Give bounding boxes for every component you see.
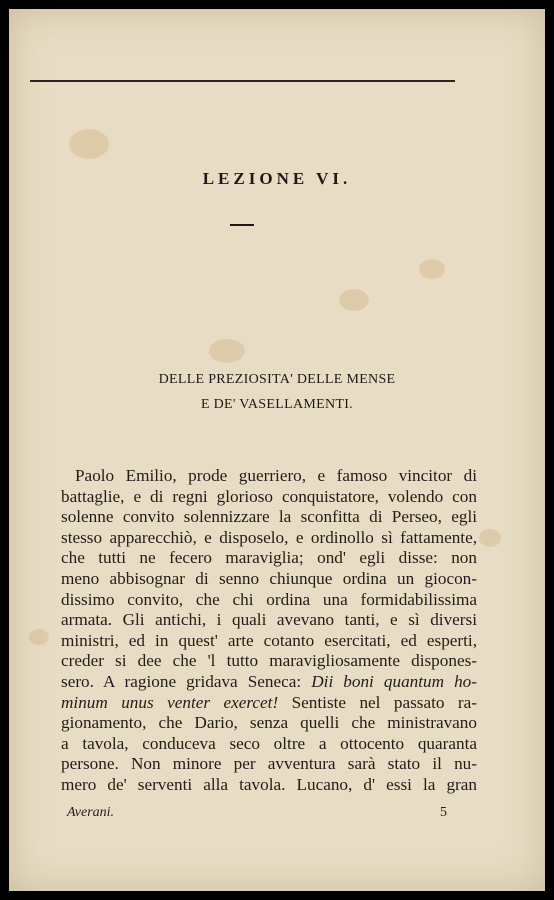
subtitle-line-2: E DE' VASELLAMENTI. [201, 397, 353, 412]
page-footer [61, 805, 477, 823]
text-line: solenne convito solennizzare la sconfitta di Perseo, egli [61, 507, 477, 527]
heading-dash [230, 224, 254, 226]
text-line: meno abbisognar di senno chiunque ordina un giocon- [61, 568, 477, 588]
text-line: battaglie, e di regni glorioso conquistatore, volendo con [61, 486, 477, 506]
top-rule [30, 80, 455, 82]
page-number: 5 [440, 805, 447, 820]
latin-quote: minum unus venter exercet! [61, 692, 279, 712]
text-segment: sero. A ragione gridava Seneca: [61, 671, 312, 691]
foxing-spot [69, 129, 109, 159]
text-line: gionamento, che Dario, senza quelli che ministravano [61, 713, 477, 733]
printer-signature: Averani. [67, 805, 115, 820]
foxing-spot [29, 629, 49, 645]
text-line: persone. Non minore per avventura sarà stato il nu- [61, 754, 477, 774]
text-line: Paolo Emilio, prode guerriero, e famoso vincitor di [75, 466, 477, 485]
lesson-heading: LEZIONE VI. [202, 169, 352, 188]
latin-quote: Dii boni quantum ho- [311, 671, 478, 691]
foxing-spot [419, 259, 445, 279]
text-line: a tavola, conduceva seco oltre a ottocento quaranta [61, 733, 477, 753]
text-line: ministri, ed in quest' arte cotanto esercitati, ed esperti, [61, 630, 477, 650]
text-line: che tutti ne fecero maraviglia; ond' egli disse: non [61, 548, 477, 568]
body-text [61, 466, 477, 796]
subtitle-line-1: DELLE PREZIOSITA' DELLE MENSE [158, 372, 396, 387]
text-line: creder si dee che 'l tutto maravigliosamente dispones- [61, 651, 477, 671]
text-line: mero de' serventi alla tavola. Lucano, d' essi la gran [61, 774, 477, 794]
foxing-spot [479, 529, 501, 547]
text-line: dissimo convito, che chi ordina una formidabilissima [61, 589, 477, 609]
text-line: stesso apparecchiò, e disposelo, e ordinollo sì fattamente, [61, 527, 477, 547]
foxing-spot [339, 289, 369, 311]
foxing-spot [209, 339, 245, 363]
text-segment: Sentiste nel passato ra- [278, 692, 477, 712]
text-line-with-quote [61, 672, 477, 693]
text-line-with-quote [61, 693, 477, 714]
text-line: armata. Gli antichi, i quali avevano tanti, e sì diversi [61, 610, 477, 630]
book-page [9, 9, 545, 891]
